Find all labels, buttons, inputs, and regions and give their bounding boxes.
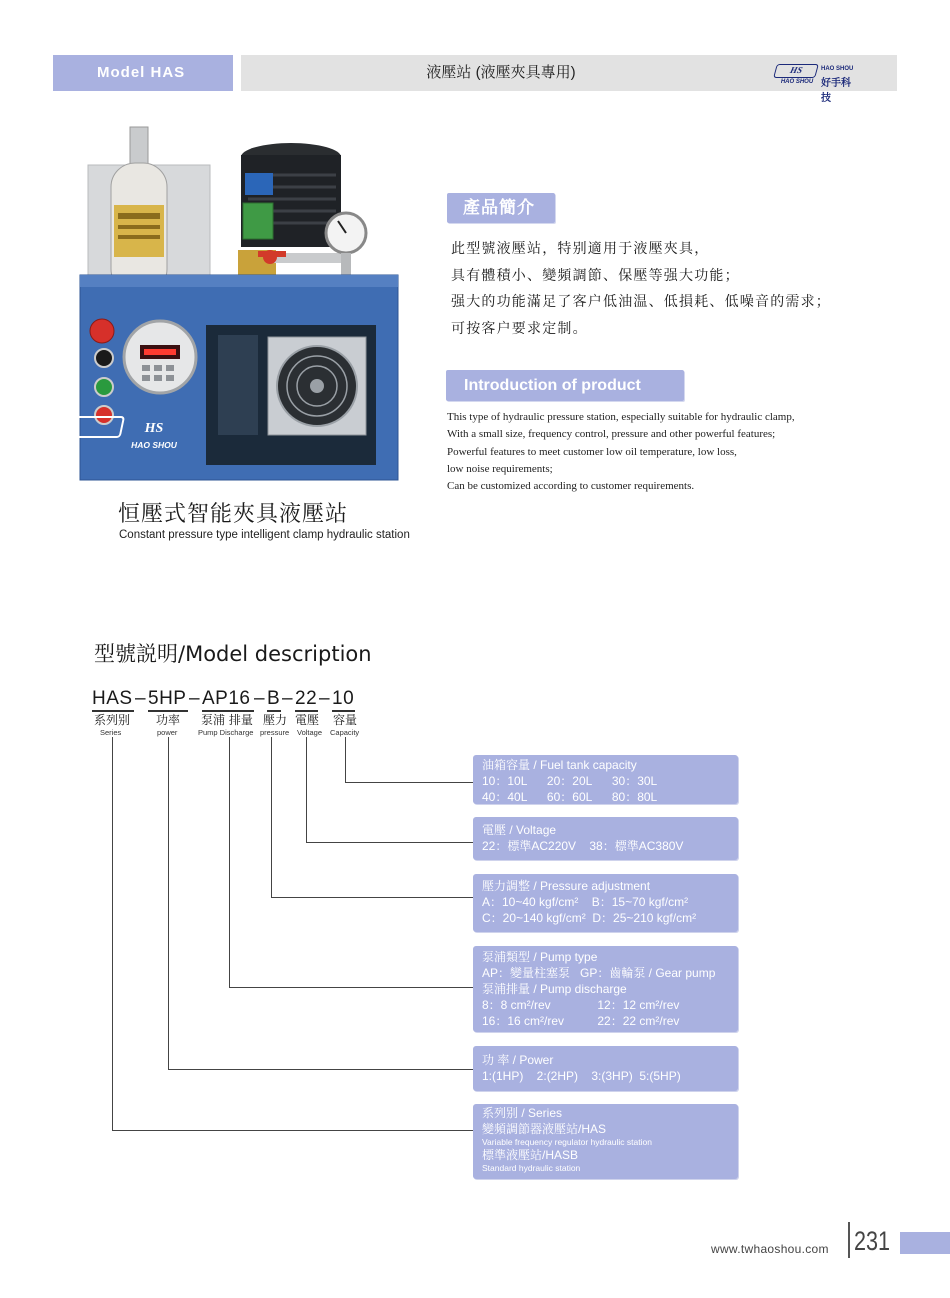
fuel-tank-title: 油箱容量 / Fuel tank capacity	[482, 758, 637, 772]
power-row: 1:(1HP) 2:(2HP) 3:(3HP) 5:(5HP)	[482, 1069, 681, 1083]
intro-text-cn	[451, 236, 891, 342]
fuel-tank-row: 10：10L 20：20L 30：30L	[482, 774, 658, 788]
pressure-row: C：20~140 kgf/cm² D：25~210 kgf/cm²	[482, 911, 697, 925]
code-dash: –	[254, 688, 266, 709]
intro-en-line: This type of hydraulic pressure station, especially suitable for hydraulic clamp,	[447, 411, 795, 423]
code-pressure: B	[267, 688, 281, 709]
series-row-en: Variable frequency regulator hydraulic station	[482, 1137, 652, 1147]
pressure-row: A：10~40 kgf/cm² B：15~70 kgf/cm²	[482, 895, 689, 909]
pressure-title: 壓力調整 / Pressure adjustment	[482, 879, 651, 893]
label-pressure-cn: 壓力	[263, 713, 288, 727]
page-number: 231	[854, 1226, 891, 1256]
label-voltage-en: Voltage	[297, 728, 323, 737]
model-description-title: 型號説明/Model description	[94, 642, 372, 666]
connector-line	[271, 897, 473, 898]
series-row-en: Standard hydraulic station	[482, 1163, 581, 1173]
product-caption-cn: 恒壓式智能夾具液壓站	[118, 502, 349, 527]
series-title: 系列别 / Series	[482, 1106, 563, 1120]
code-dash: –	[189, 688, 201, 709]
voltage-box	[473, 817, 738, 860]
power-box	[473, 1046, 738, 1091]
code-capacity: 10	[332, 688, 355, 709]
pump-type-title: 泵浦類型 / Pump type	[482, 950, 598, 964]
connector-line	[345, 737, 346, 783]
code-voltage: 22	[295, 688, 318, 709]
connector-line	[306, 737, 307, 843]
label-capacity-cn: 容量	[333, 713, 358, 727]
code-dash: –	[135, 688, 147, 709]
intro-en-line: Can be customized according to customer requirements.	[447, 480, 695, 493]
intro-tag-cn: 產品簡介	[447, 193, 555, 223]
power-title: 功 率 / Power	[482, 1053, 554, 1067]
connector-line	[112, 1130, 473, 1131]
fuel-tank-row: 40：40L 60：60L 80：80L	[482, 790, 658, 804]
intro-en-line: low noise requirements;	[447, 462, 553, 475]
intro-cn-line: 此型號液壓站，特别適用于液壓夾具，	[451, 241, 710, 257]
footer-divider	[848, 1222, 850, 1258]
fuel-tank-box	[473, 755, 738, 804]
code-pump: AP16	[202, 688, 251, 709]
connector-line	[345, 782, 473, 783]
header-bar	[241, 55, 897, 104]
series-row: 標準液壓站/HASB	[482, 1148, 579, 1162]
brand-logo	[775, 63, 859, 104]
connector-line	[112, 737, 113, 1131]
code-dash: –	[319, 688, 331, 709]
connector-line	[306, 842, 473, 843]
pump-type-row: AP：變量柱塞泵 GP：齒輪泵 / Gear pump	[482, 966, 716, 980]
label-capacity-en: Capacity	[330, 728, 360, 737]
logo-cn: 好手科技	[821, 78, 851, 104]
label-series-en: Series	[100, 728, 122, 737]
footer-accent-bar	[900, 1232, 950, 1254]
pump-discharge-title: 泵浦排量 / Pump discharge	[482, 982, 627, 996]
intro-cn-line: 强大的功能滿足了客户低油温、低損耗、低噪音的需求；	[451, 294, 831, 310]
series-row: 變頻調節器液壓站/HAS	[482, 1122, 607, 1136]
intro-tag-en: Introduction of product	[446, 370, 684, 401]
connector-line	[168, 737, 169, 1070]
code-power: 5HP	[148, 688, 187, 709]
pump-discharge-row: 8：8 cm²/rev 12：12 cm²/rev	[482, 998, 680, 1012]
pump-discharge-row: 16：16 cm²/rev 22：22 cm²/rev	[482, 1014, 680, 1028]
connector-line	[229, 737, 230, 988]
logo-sub: HAO SHOU	[780, 79, 814, 85]
label-pressure-en: pressure	[260, 728, 290, 737]
photo-logo-text: HAO SHOU	[131, 440, 177, 450]
intro-en-line: With a small size, frequency control, pressure and other powerful features;	[447, 428, 776, 441]
series-box	[473, 1104, 738, 1179]
model-tag: Model HAS	[53, 55, 233, 91]
connector-line	[168, 1069, 473, 1070]
label-series-cn: 系列别	[94, 713, 131, 727]
label-pump-cn: 泵浦 排量	[201, 713, 253, 727]
page-title: 液壓站 (液壓夾具專用)	[426, 64, 576, 81]
svg-text:HS: HS	[144, 421, 164, 436]
label-power-en: power	[157, 728, 178, 737]
voltage-row: 22：標準AC220V 38：標準AC380V	[482, 839, 684, 853]
connector-line	[271, 737, 272, 898]
intro-cn-line: 可按客户要求定制。	[451, 320, 588, 337]
footer-url: www.twhaoshou.com	[711, 1242, 829, 1256]
product-caption-en: Constant pressure type intelligent clamp hydraulic station	[119, 529, 410, 541]
code-series: HAS	[92, 688, 133, 709]
intro-text-en	[447, 409, 887, 495]
intro-en-line: Powerful features to meet customer low oil temperature, low loss,	[447, 445, 737, 458]
code-dash: –	[282, 688, 294, 709]
hydraulic-station-image	[78, 125, 408, 483]
connector-line	[229, 987, 473, 988]
logo-badge: HS	[773, 64, 819, 78]
voltage-title: 電壓 / Voltage	[482, 823, 557, 837]
intro-cn-line: 具有體積小、變頻調節、保壓等强大功能；	[451, 267, 740, 284]
pressure-box	[473, 874, 738, 932]
pump-box	[473, 946, 738, 1032]
label-pump-en: Pump Discharge	[198, 728, 254, 737]
label-voltage-cn: 電壓	[295, 713, 320, 727]
logo-en: HAO SHOU	[821, 66, 854, 72]
label-power-cn: 功率	[156, 713, 181, 727]
